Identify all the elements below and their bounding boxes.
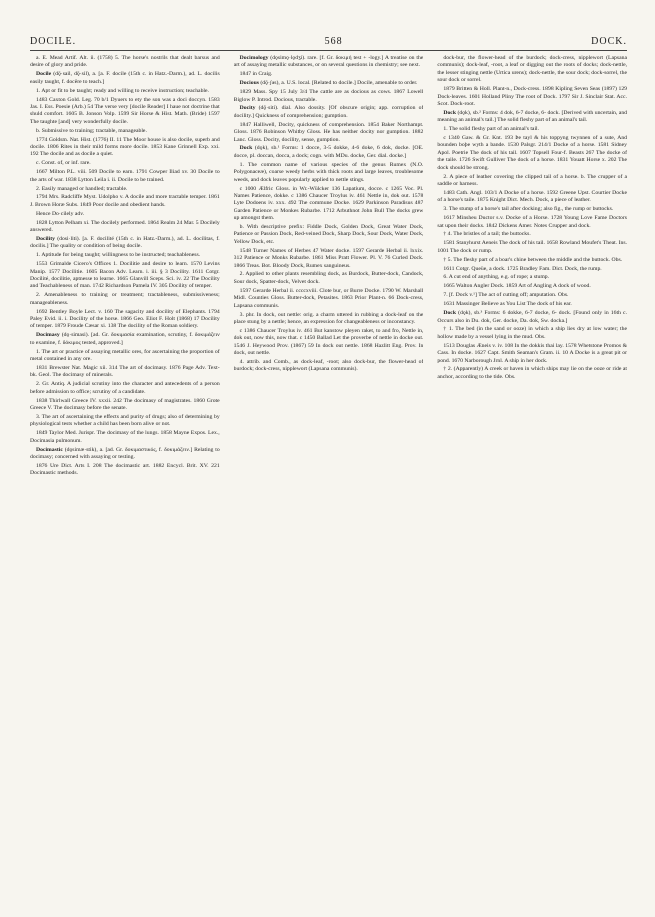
dictionary-entry: a. E. Mead Artif. Alt. ii. (1758) 5. The horse's nostrils that dealt barsus and desire of glory and pride. bbox=[30, 55, 220, 69]
column-1 bbox=[30, 55, 220, 900]
dictionary-entry: 1483 Caxton Gold. Leg. 70 b/1 Dyuers to ety the son was a doci doccyn. 1583 Jas. I. Ess. Poesie (Arb.) 54 The verse very [docile Reader] I haue not doctrine that shuld comfort. 1605 B. Jonson Volp. 1599 Sir Horse & Hist. Math. (Bride) 1597 The taughte [and] very wonderfully docile. bbox=[30, 96, 220, 125]
dictionary-entry: c 1000 Ælfric Gloss. in Wr.-Wülcker 136 Lapatium, docce. c 1265 Voc. Pl. Names Patience, dokke. c 1386 Chaucer Troylus iv. 461 Nettle in, dok out. 1578 Lyte Dodoens iv. xxx. 492 The commune Docke. 1629 Parkinson Paradisus 487 Garden Patience or Monkes Rubarbe. 1712 Arbuthnot John Bull The docks grew up amongst them. bbox=[233, 185, 424, 222]
dictionary-entry: Docious (dǭ·ʃəs), a. U.S. local. [Related to docile.] Docile, amenable to order. bbox=[239, 80, 418, 87]
dictionary-entry: 1. Aptitude for being taught; willingness to be instructed; teachableness. bbox=[36, 252, 201, 259]
dictionary-entry: Docility (dosi·liti). [a. F. docilité (15th c. in Hatz.-Darm.), ad. L. docilitas, f. docilis.] The quality or condition of being docile. bbox=[30, 235, 220, 250]
headword: Dock bbox=[443, 310, 456, 317]
running-head-right: DOCK. bbox=[591, 35, 627, 47]
dictionary-entry: † 5. The fleshy part of a boar's chine between the middle and the buttock. Obs. bbox=[443, 256, 623, 263]
dictionary-entry: 1548 Turner Names of Herbes 47 Water docke. 1597 Gerarde Herbal ii. lxxix. 312 Patience or Monks Rubarbe. 1861 Miss Pratt Flower. Pl. V. 76 Curled Dock. 1866 Treas. Bot. Bloody Dock, Rumex sanguineus. bbox=[233, 247, 424, 269]
header-rule bbox=[30, 50, 627, 51]
dictionary-entry: c 1386 Chaucer Troylus iv. 461 But kanstow pleyen raket, to and fro, Nettle in, dok out, now this, now that. c 1450 Ballad Let the proverbe of nettle in docke out. 1546 J. Heywood Prov. (1867) 59 In dock out nettle. 1868 Hazlitt Eng. Prov. In dock, out nettle. bbox=[233, 327, 424, 357]
dictionary-entry: Hence Do·cilely adv. bbox=[36, 210, 85, 217]
dictionary-entry: c 1340 Gaw. & Gr. Knt. 193 Þe tayl & his toppyng twynnen of a sute, And bounden boþe wyth a bande. 1530 Palsgr. 214/1 Docke of a horse. 1581 Sidney Apol. Poetrie The dock of his tail. 1607 Topsell Four-f. Beasts 267 The docke of the taile. 1726 Swift Gulliver The dock of a horse. 1831 Youatt Horse x. 202 The dock should be strong. bbox=[437, 135, 627, 171]
dictionary-entry: † 4. The bristles of a tail; the buttocks. bbox=[443, 231, 531, 238]
column-3 bbox=[437, 55, 627, 900]
dictionary-entry: 1617 Minsheu Ductor s.v. Docke of a Horse. 1728 Young Love Fame Doctors sat upon their docks. 1842 Dickens Amer. Notes Crupper and dock. bbox=[437, 215, 627, 229]
text-columns bbox=[30, 55, 627, 900]
dictionary-entry: 1879 Britten & Holl. Plant-n., Dock-cress. 1898 Kipling Seven Seas (1897) 129 Dock-leaves. 1601 Holland Pliny The root of Dock. 1797 Sir J. Sinclair Stat. Acc. Scot. Dock-root. bbox=[437, 86, 627, 107]
dictionary-entry: 1631 Massinger Believe as You List The dock of his ear. bbox=[443, 301, 572, 308]
headword: Docility bbox=[36, 235, 55, 242]
headword: Docile bbox=[36, 71, 52, 78]
dictionary-entry: 1838 Thirlwall Greece IV. xxxii. 242 The docimasy of magistrates. 1860 Grote Greece V. The docimasy before the senate. bbox=[30, 397, 220, 411]
dictionary-entry: Docimasy (dǫ·simasi). [ad. Gr. δοκιμασία examination, scrutiny, f. δοκιμάζειν to examine, f. δόκιμος tested, approved.] bbox=[30, 332, 220, 346]
dictionary-entry: 1553 Grimalde Cicero's Offices 1. Docilitie and desire to learn. 1570 Levins Manip. 1577 Docilitie. 1605 Bacon Adv. Learn. i. iii. § 3 Docility. 1611 Cotgr. Docilité, docilitie, aptnesse to learne. 1665 Glanvill Sceps. Sci. iv. 22 The Docility and Teachableness of man. 1742 Richardson Pamela IV. 305 Docility of temper. bbox=[30, 261, 220, 290]
dictionary-entry: 1667 Milton P.L. viii. 509 Docile to earn. 1791 Cowper Iliad xv. 30 Docile to the arts of war. 1838 Lytton Leila i. ii. Docile to be trained. bbox=[30, 169, 220, 183]
dictionary-entry: † 1. The bed (in the sand or ooze) in which a ship lies dry at low water; the hollow made by a vessel lying in the mud. Obs. bbox=[437, 326, 627, 340]
headword: Docimastic bbox=[36, 446, 63, 453]
dictionary-entry: 2. Easily managed or handled; tractable. bbox=[36, 185, 128, 192]
dictionary-entry: 1774 Goldsm. Nat. Hist. (1776) II. 11 The Moor house is also docile, superb and docile. 1806 Rites in their mild forms more docile. 1853 Kane Grinnell Exp. xxi. 192 The docile and as docile a quiet. bbox=[30, 136, 220, 158]
dictionary-entry: 1581 Stanyhurst Aeneis The dock of his tail. 1658 Rowland Moufet's Theat. Ins. 1001 The dock or rump. bbox=[437, 240, 627, 254]
headword: Docious bbox=[239, 80, 259, 87]
dictionary-entry: 1665 Walton Angler Dock. 1859 Art of Angling A dock of wood. bbox=[443, 283, 591, 290]
dictionary-entry: 1829 Mass. Spy 15 July 3/4 The cattle are as docious as cows. 1867 Lowell Biglow P. Introd. Docious, tractable. bbox=[233, 89, 424, 103]
dictionary-entry: Docile (dǭ·sail, dǭ·sil), a. [a. F. docile (15th c. in Hatz.-Darm.), ad. L. docilis easily taught, f. docēre to teach.] bbox=[30, 71, 220, 85]
dictionary-entry: Dock (dǫk), sb.¹ Forms: 1 docce, 3-5 dokke, 4-6 doke, 6 dok, docke. [OE. docce, pl. doccan, docca, a dock; cogn. with MDu. docke, Ger. dial. docke.] bbox=[233, 145, 424, 159]
dictionary-entry: dock-bur, the flower-head of the burdock; dock-cress, nipplewort (Lapsana communis); dock-leaf, -root, a leaf or digging out the roots of docks; dock-nettle, the lesser stinging nettle (Urtica urens); dock-nettle, the sour dock; dock-sorrel, the sour dock or sorrel. bbox=[437, 55, 627, 84]
dictionary-entry: 3. The stump of a horse's tail after docking; also fig., the rump or buttocks. bbox=[443, 206, 614, 213]
dictionary-entry: 1. The solid fleshy part of an animal's tail. bbox=[443, 126, 540, 133]
dictionary-entry: 1. Apt or fit to be taught; ready and willing to receive instruction; teachable. bbox=[36, 87, 209, 94]
dictionary-entry: 1. The common name of various species of the genus Rumex (N.O. Polygonaceæ), coarse weedy herbs with thick roots and large leaves, troublesome weeds, and dock leaves popularly applied to nettle stings. bbox=[233, 161, 424, 183]
dictionary-entry: 1. The art or practice of assaying metallic ores, for ascertaining the proportion of metal contained in any ore. bbox=[30, 348, 220, 363]
dictionary-entry: 6. A cut end of anything, e.g. of rope; a stump. bbox=[443, 274, 550, 281]
headword: Docimasy bbox=[36, 332, 60, 339]
dictionary-entry: 2. Gr. Antiq. A judicial scrutiny into the character and antecedents of a person before admission to office; scrutiny of a candidate. bbox=[30, 381, 220, 395]
headword: Docimology bbox=[239, 55, 269, 61]
dictionary-entry: 1831 Brewster Nat. Magic xii. 314 The art of docimasy. 1876 Page Adv. Text-bk. Geol. The docimasy of minerals. bbox=[30, 364, 220, 379]
dictionary-entry: † 2. (Apparently) A creek or haven in which ships may lie on the ooze or ride at anchor, according to the tide. Obs. bbox=[437, 366, 627, 380]
dictionary-entry: b. With descriptive prefix: Fiddle Dock, Golden Dock, Great Water Dock, Patience or Passion Dock, Red-veined Dock, Sharp Dock, Sour Dock, Water Dock, Yellow Dock, etc. bbox=[233, 224, 424, 245]
page-header bbox=[30, 33, 627, 49]
headword: Docity bbox=[239, 105, 256, 112]
headword: Dock bbox=[443, 109, 456, 116]
dictionary-entry: 1483 Cath. Angl. 103/1 A Docke of a horse. 1592 Greene Upst. Courtier Docke of a horse's taile. 1875 Knight Dict. Mech. Dock, a piece of leather. bbox=[437, 189, 627, 204]
dictionary-entry: b. Submissive to training; tractable, manageable. bbox=[36, 127, 147, 134]
headword: Dock bbox=[239, 145, 253, 152]
dictionary-entry: 1513 Douglas Æneis v. iv. 108 In the dokkis thai lay. 1578 Whetstone Promos & Cass. In docke. 1627 Capt. Smith Seaman's Gram. ii. 10 A Docke is a great pit or pond. 1670 Narborough Jrnl. A ship in her dock. bbox=[437, 342, 627, 364]
dictionary-entry: 3. The art of ascertaining the effects and purity of drugs; also of determining by physiological tests whether a child has been born alive or not. bbox=[30, 413, 220, 428]
dictionary-entry: 1828 Lytton Pelham xi. The docilely performed. 1864 Realm 24 Mar. 5 Docilely answered. bbox=[30, 219, 220, 234]
dictionary-entry: Docimastic (dǫsimæ·stik), a. [ad. Gr. δοκιμαστικός, f. δοκιμάζειν.] Relating to docimasy; concerned with assaying or testing. bbox=[30, 446, 220, 460]
dictionary-entry: 4. attrib. and Comb., as dock-leaf, -root; also dock-bur, the flower-head of burdock; dock-cress, nipplewort (Lapsana communis). bbox=[233, 358, 424, 373]
dictionary-entry: Docimology (dǫsimǫ·lǫdʒi). rare. [f. Gr. δοκιμή test + -logy.] A treatise on the art of assaying metallic substances, or on several questions in chemistry; see next. bbox=[233, 55, 424, 69]
dictionary-entry: Dock (dǫk), sb.² Forms: 4 dok, 6-7 docke, 6- dock. [Derived with uncertain, and meaning an animal's tail.] The solid fleshy part of an animal's tail. bbox=[437, 109, 627, 124]
running-head-left: DOCILE. bbox=[30, 35, 77, 47]
dictionary-entry: 1597 Gerarde Herbal ii. ccccxviii. Clote bur, or Burre Docke. 1790 W. Marshall Midl. Counties Gloss. Butter-dock, Petasites. 1863 Prior Plant-n. 66 Dock-cress, Lapsana communis. bbox=[233, 287, 424, 309]
dictionary-entry: 2. Applied to other plants resembling dock, as Burdock, Butter-dock, Candock, Sour dock, Spatter-dock, Velvet dock. bbox=[233, 271, 424, 285]
page-number: 568 bbox=[324, 35, 343, 47]
dictionary-entry: 1847 in Craig. bbox=[239, 71, 273, 78]
dictionary-entry: 1611 Cotgr. Queüe, a dock. 1725 Bradley Fam. Dict. Dock, the rump. bbox=[443, 265, 602, 272]
dictionary-entry: 1876 Ure Dict. Arts I. 208 The docimastic art. 1882 Encycl. Brit. XV. 221 Docimastic methods. bbox=[30, 462, 220, 477]
dictionary-entry: 2. Amenableness to training or treatment; tractableness, submissiveness; manageableness. bbox=[30, 292, 220, 306]
dictionary-entry: 7. [f. Dock v.¹] The act of cutting off; amputation. Obs. bbox=[443, 292, 569, 299]
column-2 bbox=[234, 55, 424, 900]
dictionary-entry: 1794 Mrs. Radcliffe Myst. Udolpho v. A docile and more tractable temper. 1861 J. Brown Horæ Subs. 1849 Poor docile and obedient hands. bbox=[30, 194, 220, 208]
dictionary-entry: Dock (dǫk), sb.³ Forms: 6 dokke, 6-7 docke, 6- dock. [Found only in 16th c. Occurs also in Du. dok, Ger. docke, Da. dok, Sw. docka.] bbox=[437, 310, 627, 324]
dictionary-entry: 1692 Bentley Boyle Lect. v. 160 The sagacity and docility of Elephants. 1794 Paley Evid. ii. i. Docility of the horse. 1866 Geo. Eliot F. Holt (1868) 17 Docility of temper. 1879 Froude Cæsar xi. 138 The docility of the Roman soldiery. bbox=[30, 308, 220, 330]
dictionary-entry: 1847 Halliwell, Docity, quickness of comprehension. 1854 Baker Northampt. Gloss. 1876 Robinson Whitby Gloss. He has neither docity nor gumption. 1882 Lanc. Gloss. Docity, docility, sense, gumption. bbox=[233, 121, 424, 143]
dictionary-entry: c. Const. of, or inf. rare. bbox=[36, 160, 91, 167]
dictionary-entry: 3. phr. In dock, out nettle: orig. a charm uttered in rubbing a dock-leaf on the place stung by a nettle; hence, an expression for changeableness or inconstancy. bbox=[233, 311, 424, 325]
dictionary-entry: 2. A piece of leather covering the clipped tail of a horse. b. The crupper of a saddle or harness. bbox=[437, 173, 627, 187]
dictionary-entry: Docity (dǭ·siti). dial. Also dossity. [Of obscure origin; app. corruption of docility.] Quickness of comprehension; gumption. bbox=[233, 105, 424, 119]
dictionary-entry: 1849 Taylor Med. Jurispr. The docimasy of the lungs. 1858 Mayne Expos. Lex., Docimasia pulmonum. bbox=[30, 430, 220, 444]
